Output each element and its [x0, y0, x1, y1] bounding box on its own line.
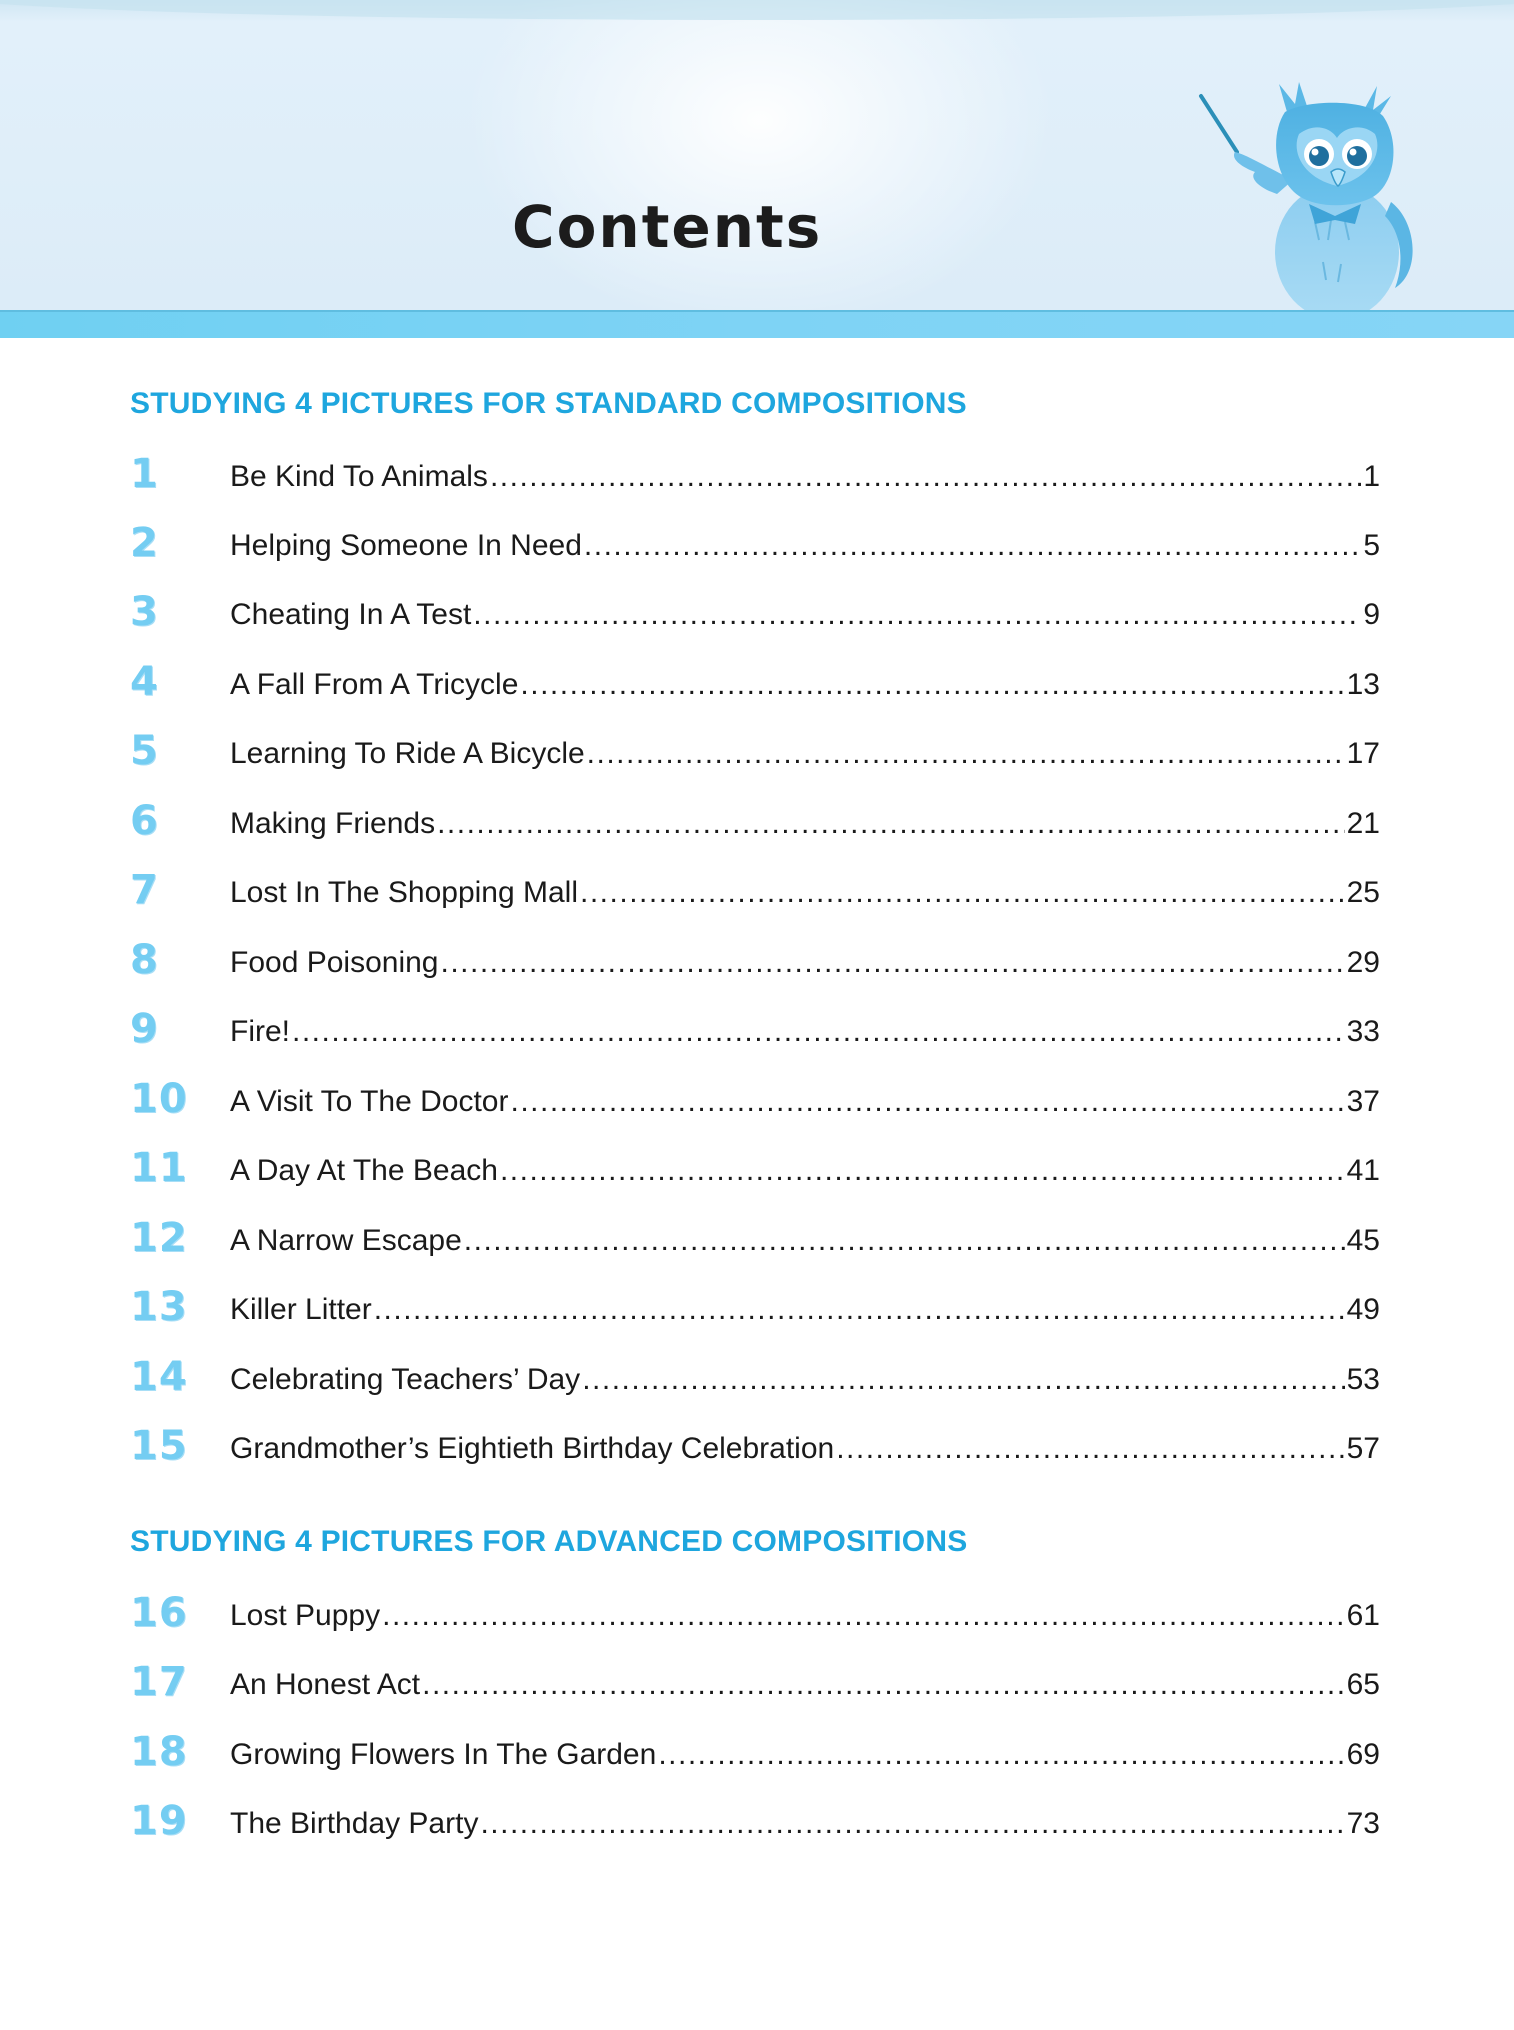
entry-number: 19 [130, 1798, 188, 1844]
toc-entry[interactable] [130, 659, 1380, 716]
owl-mascot-icon [1195, 82, 1425, 310]
section-heading-standard: STUDYING 4 PICTURES FOR STANDARD COMPOSITIONS [130, 387, 967, 420]
toc-entry[interactable] [130, 589, 1380, 646]
entry-title[interactable]: Growing Flowers In The Garden [230, 1738, 657, 1771]
dot-leader [500, 1152, 1345, 1190]
entry-title[interactable]: An Honest Act [230, 1668, 421, 1701]
entry-page-number: 41 [1346, 1154, 1380, 1187]
entry-title[interactable]: A Day At The Beach [230, 1154, 498, 1187]
entry-number: 4 [130, 659, 159, 705]
page-title: Contents [512, 193, 823, 261]
entry-title[interactable]: Making Friends [230, 807, 436, 840]
toc-entry[interactable] [130, 867, 1380, 924]
entry-title[interactable]: Helping Someone In Need [230, 529, 582, 562]
dot-leader [464, 1222, 1345, 1260]
entry-page-number: 13 [1346, 668, 1380, 701]
dot-leader [374, 1291, 1345, 1329]
entry-title[interactable]: A Fall From A Tricycle [230, 668, 519, 701]
entry-title[interactable]: Food Poisoning [230, 946, 439, 979]
dot-leader [422, 1666, 1345, 1704]
toc-entry[interactable] [130, 1215, 1380, 1272]
dot-leader [292, 1013, 1345, 1051]
dot-leader [587, 735, 1345, 773]
entry-number: 2 [130, 520, 159, 566]
entry-page-number: 1 [1363, 460, 1380, 493]
header-band [0, 310, 1514, 338]
entry-page-number: 69 [1346, 1738, 1380, 1771]
entry-number: 5 [130, 728, 159, 774]
dot-leader [836, 1430, 1344, 1468]
entry-number: 13 [130, 1284, 188, 1330]
dot-leader [510, 1083, 1344, 1121]
entry-title[interactable]: A Visit To The Doctor [230, 1085, 509, 1118]
entry-title[interactable]: A Narrow Escape [230, 1224, 462, 1257]
entry-number: 16 [130, 1590, 188, 1636]
entry-title[interactable]: Lost In The Shopping Mall [230, 876, 579, 909]
toc-entry[interactable] [130, 937, 1380, 994]
dot-leader [437, 805, 1345, 843]
toc-entry[interactable] [130, 1284, 1380, 1341]
entry-page-number: 45 [1346, 1224, 1380, 1257]
entry-page-number: 17 [1346, 737, 1380, 770]
entry-title[interactable]: Cheating In A Test [230, 598, 472, 631]
toc-entry[interactable] [130, 1145, 1380, 1202]
toc-entry[interactable] [130, 1076, 1380, 1133]
entry-page-number: 65 [1346, 1668, 1380, 1701]
header-top-arc [0, 0, 1514, 20]
section-heading-advanced: STUDYING 4 PICTURES FOR ADVANCED COMPOSITIONS [130, 1525, 968, 1558]
entry-title[interactable]: Lost Puppy [230, 1599, 381, 1632]
entry-page-number: 9 [1363, 598, 1380, 631]
dot-leader [658, 1736, 1344, 1774]
entry-page-number: 21 [1346, 807, 1380, 840]
toc-entry[interactable] [130, 520, 1380, 577]
toc-entry[interactable] [130, 1354, 1380, 1411]
entry-page-number: 61 [1346, 1599, 1380, 1632]
dot-leader [490, 458, 1361, 496]
entry-number: 1 [130, 451, 159, 497]
toc-entry[interactable] [130, 1729, 1380, 1786]
toc-entry[interactable] [130, 728, 1380, 785]
entry-page-number: 53 [1346, 1363, 1380, 1396]
entry-page-number: 49 [1346, 1293, 1380, 1326]
entry-number: 6 [130, 798, 159, 844]
entry-number: 7 [130, 867, 159, 913]
entry-number: 14 [130, 1354, 188, 1400]
dot-leader [382, 1597, 1345, 1635]
entry-title[interactable]: Be Kind To Animals [230, 460, 488, 493]
entry-page-number: 37 [1346, 1085, 1380, 1118]
toc-entry[interactable] [130, 1798, 1380, 1855]
header-banner [0, 0, 1514, 310]
entry-title[interactable]: Fire! [230, 1015, 290, 1048]
entry-page-number: 73 [1346, 1807, 1380, 1840]
dot-leader [580, 874, 1345, 912]
entry-number: 15 [130, 1423, 188, 1469]
dot-leader [520, 666, 1344, 704]
toc-entry[interactable] [130, 1006, 1380, 1063]
entry-title[interactable]: Celebrating Teachers’ Day [230, 1363, 581, 1396]
toc-entry[interactable] [130, 798, 1380, 855]
entry-title[interactable]: Killer Litter [230, 1293, 372, 1326]
toc-entry[interactable] [130, 1659, 1380, 1716]
entry-title[interactable]: The Birthday Party [230, 1807, 479, 1840]
entry-page-number: 57 [1346, 1432, 1380, 1465]
toc-entry[interactable] [130, 1590, 1380, 1647]
entry-title[interactable]: Learning To Ride A Bicycle [230, 737, 585, 770]
dot-leader [480, 1805, 1344, 1843]
dot-leader [584, 527, 1361, 565]
entry-page-number: 29 [1346, 946, 1380, 979]
entry-number: 18 [130, 1729, 188, 1775]
dot-leader [440, 944, 1344, 982]
dot-leader [473, 596, 1361, 634]
entry-number: 12 [130, 1215, 188, 1261]
entry-number: 9 [130, 1006, 159, 1052]
entry-number: 10 [130, 1076, 188, 1122]
toc-entry[interactable] [130, 1423, 1380, 1480]
entry-number: 17 [130, 1659, 188, 1705]
dot-leader [582, 1361, 1344, 1399]
entry-page-number: 5 [1363, 529, 1380, 562]
entry-page-number: 33 [1346, 1015, 1380, 1048]
toc-entry[interactable] [130, 451, 1380, 508]
entry-number: 11 [130, 1145, 188, 1191]
entry-number: 8 [130, 937, 159, 983]
entry-page-number: 25 [1346, 876, 1380, 909]
entry-title[interactable]: Grandmother’s Eightieth Birthday Celebration [230, 1432, 835, 1465]
entry-number: 3 [130, 589, 159, 635]
